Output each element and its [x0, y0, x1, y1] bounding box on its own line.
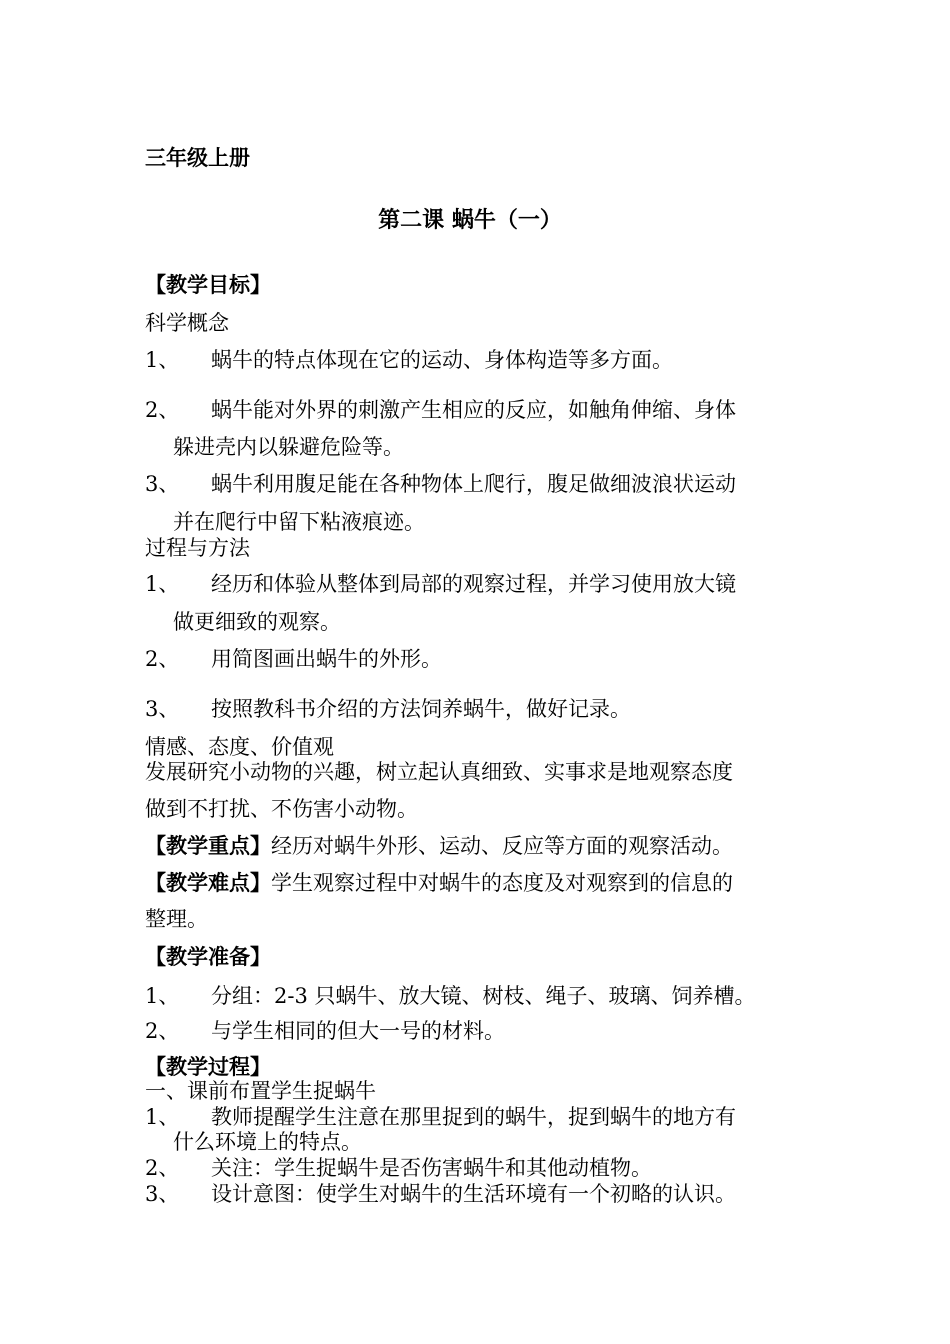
- concept-item-1-text: 蜗牛的特点体现在它的运动、身体构造等多方面。: [211, 348, 673, 372]
- process-item-1-cont: 做更细致的观察。: [173, 610, 341, 634]
- attitude-line-2: 做到不打扰、不伤害小动物。: [145, 797, 418, 821]
- process-item-2-text: 用简图画出蜗牛的外形。: [211, 647, 442, 671]
- attitude-line-1: 发展研究小动物的兴趣，树立起认真细致、实事求是地观察态度: [145, 760, 733, 784]
- process-label: 过程与方法: [145, 536, 250, 560]
- prep-item-2-num: 2、: [145, 1019, 180, 1043]
- concept-label: 科学概念: [145, 311, 229, 335]
- procedure-heading: 【教学过程】: [145, 1054, 271, 1079]
- prep-item-1-text: 分组：2-3 只蜗牛、放大镜、树枝、绳子、玻璃、饲养槽。: [211, 984, 756, 1008]
- process-item-1-num: 1、: [145, 572, 180, 596]
- concept-item-2-text: 蜗牛能对外界的刺激产生相应的反应，如触角伸缩、身体: [211, 398, 736, 422]
- process-item-1-text: 经历和体验从整体到局部的观察过程，并学习使用放大镜: [211, 572, 736, 596]
- procedure-section-1: 一、课前布置学生捉蜗牛: [145, 1079, 376, 1103]
- key-point: [145, 833, 733, 859]
- concept-item-1-num: 1、: [145, 348, 180, 372]
- grade-label: 三年级上册: [145, 145, 250, 170]
- key-point-text: 经历对蜗牛外形、运动、反应等方面的观察活动。: [271, 834, 733, 858]
- difficulty-line-2: 整理。: [145, 907, 208, 931]
- proc-item-3-text: 设计意图：使学生对蜗牛的生活环境有一个初略的认识。: [211, 1182, 736, 1206]
- concept-item-3-num: 3、: [145, 472, 180, 496]
- difficulty: [145, 870, 733, 896]
- prep-item-1-num: 1、: [145, 984, 180, 1008]
- concept-item-3-cont: 并在爬行中留下粘液痕迹。: [173, 510, 425, 534]
- process-item-2-num: 2、: [145, 647, 180, 671]
- prep-item-2-text: 与学生相同的但大一号的材料。: [211, 1019, 505, 1043]
- proc-item-1-num: 1、: [145, 1105, 180, 1129]
- process-item-3-num: 3、: [145, 697, 180, 721]
- proc-item-1-text: 教师提醒学生注意在那里捉到的蜗牛，捉到蜗牛的地方有: [211, 1105, 736, 1129]
- concept-item-2-cont: 躲进壳内以躲避危险等。: [173, 435, 404, 459]
- concept-item-2-num: 2、: [145, 398, 180, 422]
- concept-item-3-text: 蜗牛利用腹足能在各种物体上爬行，腹足做细波浪状运动: [211, 472, 736, 496]
- difficulty-label: 【教学难点】: [145, 870, 271, 895]
- proc-item-2-text: 关注：学生捉蜗牛是否伤害蜗牛和其他动植物。: [211, 1156, 652, 1180]
- lesson-title: 第二课 蜗牛（一）: [378, 207, 562, 233]
- proc-item-1-cont: 什么环境上的特点。: [173, 1130, 362, 1154]
- attitude-label: 情感、态度、价值观: [145, 735, 334, 759]
- process-item-3-text: 按照教科书介绍的方法饲养蜗牛，做好记录。: [211, 697, 631, 721]
- proc-item-2-num: 2、: [145, 1156, 180, 1180]
- proc-item-3-num: 3、: [145, 1182, 180, 1206]
- difficulty-text: 学生观察过程中对蜗牛的态度及对观察到的信息的: [271, 871, 733, 895]
- key-point-label: 【教学重点】: [145, 833, 271, 858]
- preparation-heading: 【教学准备】: [145, 944, 271, 969]
- objectives-heading: 【教学目标】: [145, 272, 271, 297]
